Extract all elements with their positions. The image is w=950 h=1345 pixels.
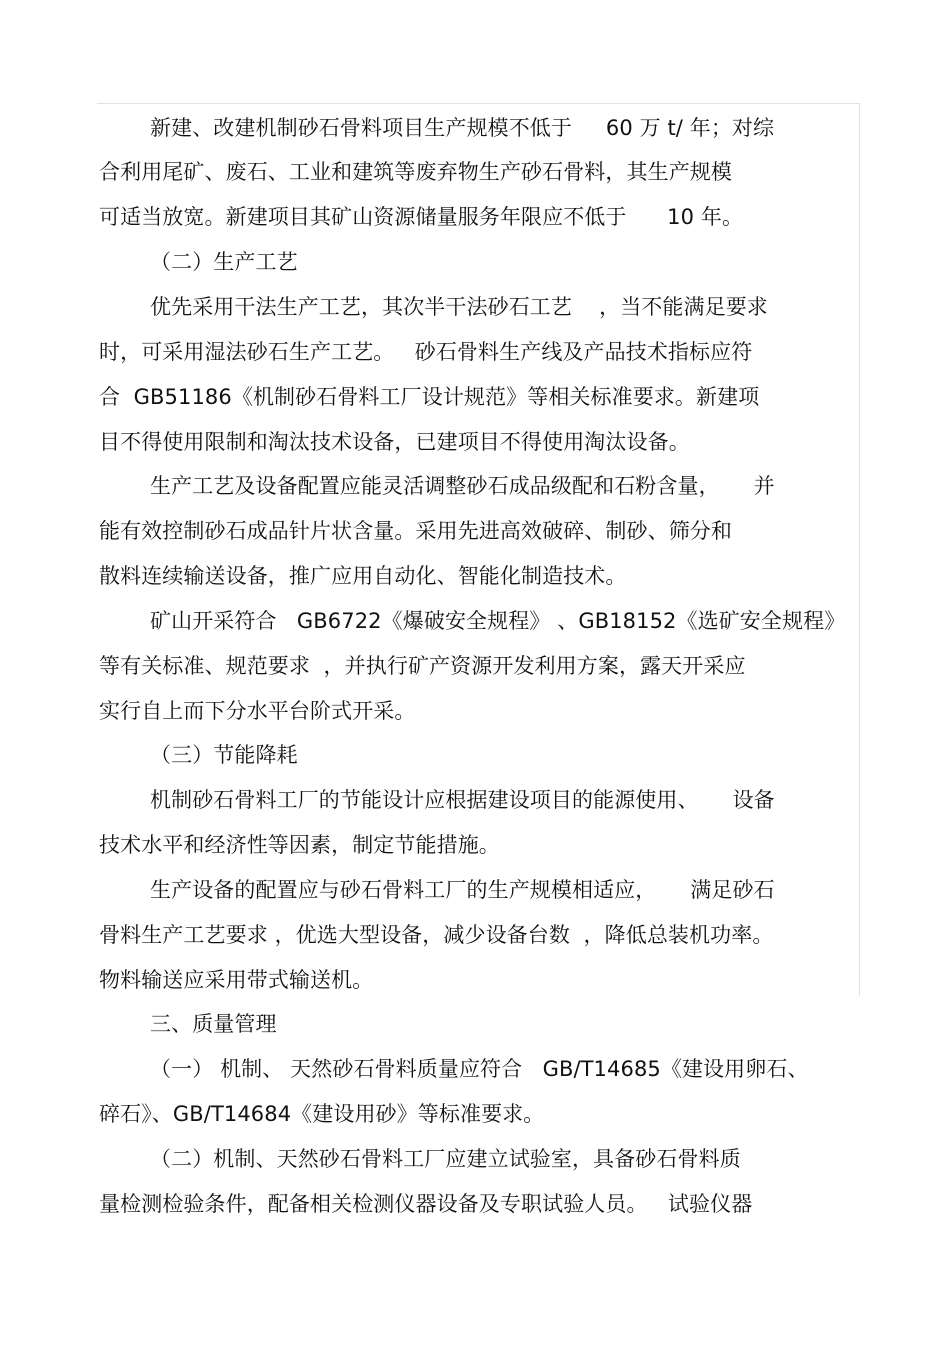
text-line: 生产工艺及设备配置应能灵活调整砂石成品级配和石粉含量， 并 — [150, 474, 775, 498]
text-line: 等有关标准、规范要求 ，并执行矿产资源开发利用方案，露天开采应 — [99, 654, 746, 678]
text-line: 实行自上而下分水平台阶式开采。 — [99, 699, 416, 723]
text-line: （一） 机制、 天然砂石骨料质量应符合 GB/T14685《建设用卵石、 — [150, 1057, 809, 1081]
text-line: 机制砂石骨料工厂的节能设计应根据建设项目的能源使用、 设备 — [150, 788, 775, 812]
text-line: 矿山开采符合 GB6722《爆破安全规程》 、GB18152《选矿安全规程》 — [150, 609, 846, 633]
text-line: （二）机制、天然砂石骨料工厂应建立试验室，具备砂石骨料质 — [150, 1147, 741, 1171]
text-line: 可适当放宽。新建项目其矿山资源储量服务年限应不低于 10 年。 — [99, 205, 744, 229]
page-border-right — [859, 103, 860, 996]
text-line: 物料输送应采用带式输送机。 — [99, 968, 374, 992]
text-line: 时，可采用湿法砂石生产工艺。 砂石骨料生产线及产品技术指标应符 — [99, 340, 753, 364]
text-line: 新建、改建机制砂石骨料项目生产规模不低于 60 万 t/ 年；对综 — [150, 116, 775, 140]
section-heading: （三）节能降耗 — [150, 743, 298, 767]
text-line: 目不得使用限制和淘汰技术设备，已建项目不得使用淘汰设备。 — [99, 430, 690, 454]
text-line: 骨料生产工艺要求 ，优选大型设备，减少设备台数 ，降低总装机功率。 — [99, 923, 774, 947]
text-line: 生产设备的配置应与砂石骨料工厂的生产规模相适应， 满足砂石 — [150, 878, 775, 902]
page-border-top — [97, 103, 860, 104]
text-line: 能有效控制砂石成品针片状含量。采用先进高效破碎、制砂、筛分和 — [99, 519, 732, 543]
text-line: 量检测检验条件，配备相关检测仪器设备及专职试验人员。 试验仪器 — [99, 1192, 753, 1216]
section-heading: 三、质量管理 — [150, 1012, 277, 1036]
text-line: 合利用尾矿、废石、工业和建筑等废弃物生产砂石骨料，其生产规模 — [99, 160, 732, 184]
text-line: 碎石》、GB/T14684《建设用砂》等标准要求。 — [99, 1102, 545, 1126]
text-line: 散料连续输送设备，推广应用自动化、智能化制造技术。 — [99, 564, 627, 588]
text-line: 技术水平和经济性等因素，制定节能措施。 — [99, 833, 500, 857]
text-line: 优先采用干法生产工艺，其次半干法砂石工艺 ，当不能满足要求 — [150, 295, 768, 319]
section-heading: （二）生产工艺 — [150, 250, 298, 274]
text-line: 合 GB51186《机制砂石骨料工厂设计规范》等相关标准要求。新建项 — [99, 385, 760, 409]
